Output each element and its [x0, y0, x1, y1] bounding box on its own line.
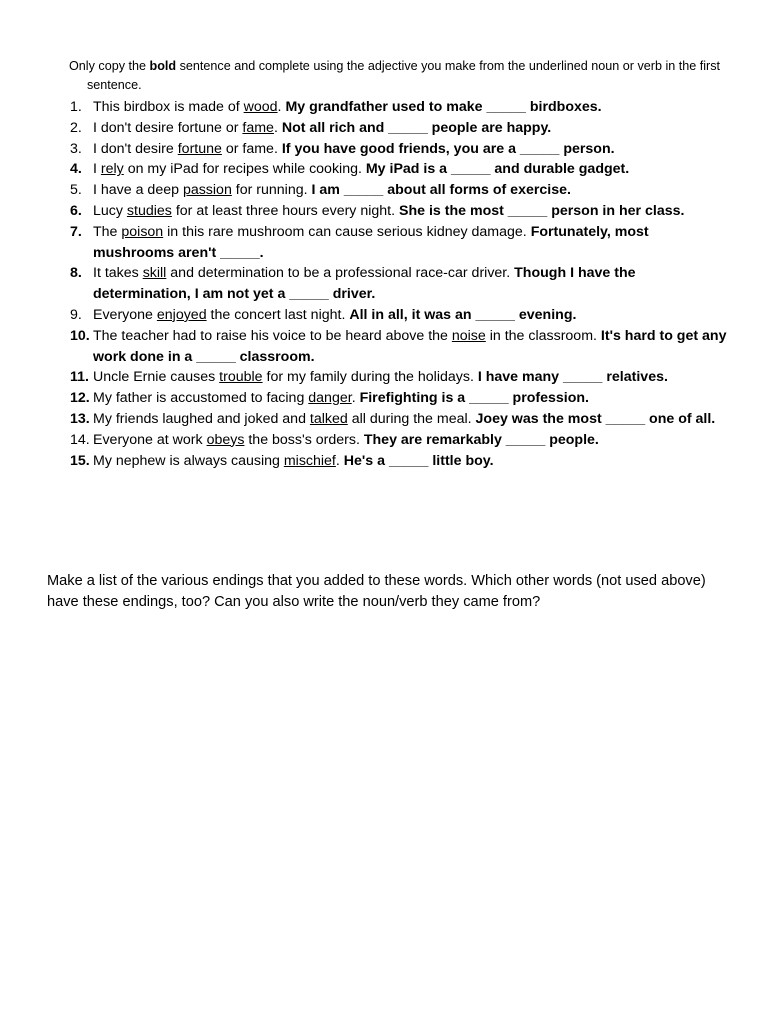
exercise-item — [70, 263, 730, 305]
exercise-number: 9. — [70, 306, 82, 323]
exercise-bold-sentence: Firefighting is a _____ profession. — [359, 390, 590, 407]
instruction-text — [69, 57, 759, 95]
exercise-text: Everyone at work — [93, 431, 207, 448]
exercise-item — [70, 180, 730, 201]
exercise-bold-sentence: It's hard to get any work done in a _____ classroom. — [93, 327, 727, 365]
exercise-text: I have a deep — [93, 182, 183, 199]
exercise-text: Everyone — [93, 306, 157, 323]
exercise-underlined-word: studies — [126, 202, 172, 219]
exercise-bold-sentence: Not all rich and _____ people are happy. — [281, 119, 552, 136]
exercise-bold-sentence: I have many _____ relatives. — [477, 369, 668, 386]
exercise-number: 3. — [70, 140, 82, 157]
exercise-number: 6. — [70, 202, 82, 219]
exercise-text: My nephew is always causing — [93, 452, 284, 469]
exercise-text: I don't desire — [93, 140, 178, 157]
exercise-text: It takes — [93, 265, 143, 282]
exercise-underlined-word: skill — [142, 265, 167, 282]
exercise-bold-sentence: I am _____ about all forms of exercise. — [311, 182, 571, 199]
exercise-text: I don't desire fortune or — [93, 119, 243, 136]
exercise-text: in this rare mushroom can cause serious kidney damage. — [163, 223, 531, 240]
exercise-text: The — [93, 223, 122, 240]
exercise-text: all during the meal. — [347, 410, 476, 427]
exercise-item — [70, 305, 730, 326]
exercise-item — [70, 139, 730, 160]
exercise-text: the boss's orders. — [244, 431, 364, 448]
exercise-number: 4. — [70, 161, 82, 178]
exercise-bold-sentence: My iPad is a _____ and durable gadget. — [365, 161, 630, 178]
exercise-text: in the classroom. — [485, 327, 601, 344]
exercise-text: . — [351, 390, 360, 407]
exercise-number: 8. — [70, 265, 82, 282]
exercise-bold-sentence: My grandfather used to make _____ birdboxes. — [285, 99, 602, 115]
exercise-text: My friends laughed and joked and — [93, 410, 310, 427]
exercise-bold-sentence: She is the most _____ person in her class. — [399, 202, 685, 219]
exercise-number: 10. — [70, 327, 90, 344]
exercise-item — [70, 430, 730, 451]
exercise-underlined-word: fame — [242, 119, 274, 136]
exercise-text: The teacher had to raise his voice to be heard above the — [93, 327, 452, 344]
exercise-underlined-word: poison — [121, 223, 164, 240]
exercise-underlined-word: danger — [308, 390, 352, 407]
exercise-bold-sentence: He's a _____ little boy. — [343, 452, 494, 469]
exercise-list — [70, 97, 730, 471]
exercise-item — [70, 367, 730, 388]
exercise-bold-sentence: Though I have the determination, I am not yet a _____ driver. — [93, 265, 636, 303]
exercise-item — [70, 118, 730, 139]
exercise-number: 15. — [70, 452, 90, 469]
exercise-underlined-word: rely — [100, 161, 124, 178]
exercise-item — [70, 222, 730, 264]
exercise-item — [70, 409, 730, 430]
exercise-number: 7. — [70, 223, 82, 240]
exercise-underlined-word: talked — [309, 410, 348, 427]
exercise-number: 5. — [70, 182, 82, 199]
instruction-bold-word: bold — [149, 58, 177, 73]
exercise-underlined-word: mischief — [283, 452, 336, 469]
exercise-text: I — [93, 161, 101, 178]
instruction-part: sentence and complete using the adjective you make from the underlined noun or verb in the first sentence. — [87, 58, 721, 92]
exercise-text: Uncle Ernie causes — [93, 369, 220, 386]
exercise-underlined-word: fortune — [177, 140, 222, 157]
exercise-text: My father is accustomed to facing — [93, 390, 309, 407]
exercise-bold-sentence: Fortunately, most mushrooms aren't _____. — [93, 223, 649, 261]
exercise-text: the concert last night. — [206, 306, 350, 323]
exercise-underlined-word: obeys — [206, 431, 245, 448]
exercise-text: . — [335, 452, 344, 469]
exercise-number: 13. — [70, 410, 90, 427]
exercise-item — [70, 159, 730, 180]
exercise-underlined-word: passion — [182, 182, 232, 199]
exercise-bold-sentence: If you have good friends, you are a _____ person. — [281, 140, 615, 157]
exercise-number: 14. — [70, 431, 90, 448]
exercise-text: on my iPad for recipes while cooking. — [123, 161, 366, 178]
exercise-number: 12. — [70, 390, 90, 407]
instruction-part: Only copy the — [69, 58, 150, 73]
exercise-text: . — [273, 119, 282, 136]
exercise-text: and determination to be a professional race-car driver. — [166, 265, 515, 282]
exercise-text: for my family during the holidays. — [262, 369, 478, 386]
exercise-number: 11. — [70, 369, 89, 386]
exercise-text: This birdbox is made of — [93, 99, 244, 115]
exercise-underlined-word: enjoyed — [156, 306, 207, 323]
exercise-underlined-word: noise — [451, 327, 486, 344]
exercise-text: for running. — [231, 182, 312, 199]
exercise-bold-sentence: They are remarkably _____ people. — [363, 431, 599, 448]
exercise-text: for at least three hours every night. — [171, 202, 399, 219]
exercise-text: . — [277, 99, 286, 115]
exercise-number: 2. — [70, 119, 82, 136]
exercise-bold-sentence: Joey was the most _____ one of all. — [475, 410, 716, 427]
exercise-text: or fame. — [221, 140, 282, 157]
exercise-bold-sentence: All in all, it was an _____ evening. — [349, 306, 577, 323]
exercise-item — [70, 451, 730, 472]
exercise-text: Lucy — [93, 202, 127, 219]
exercise-underlined-word: trouble — [219, 369, 263, 386]
followup-question: Make a list of the various endings that you added to these words. Which other words (not used above) have these endings, too? Can you also write the noun/verb they came from? — [47, 572, 706, 610]
exercise-item — [70, 326, 730, 368]
exercise-item — [70, 388, 730, 409]
exercise-item — [70, 201, 730, 222]
exercise-item — [70, 97, 730, 118]
exercise-number: 1. — [70, 99, 82, 115]
exercise-underlined-word: wood — [243, 99, 278, 115]
